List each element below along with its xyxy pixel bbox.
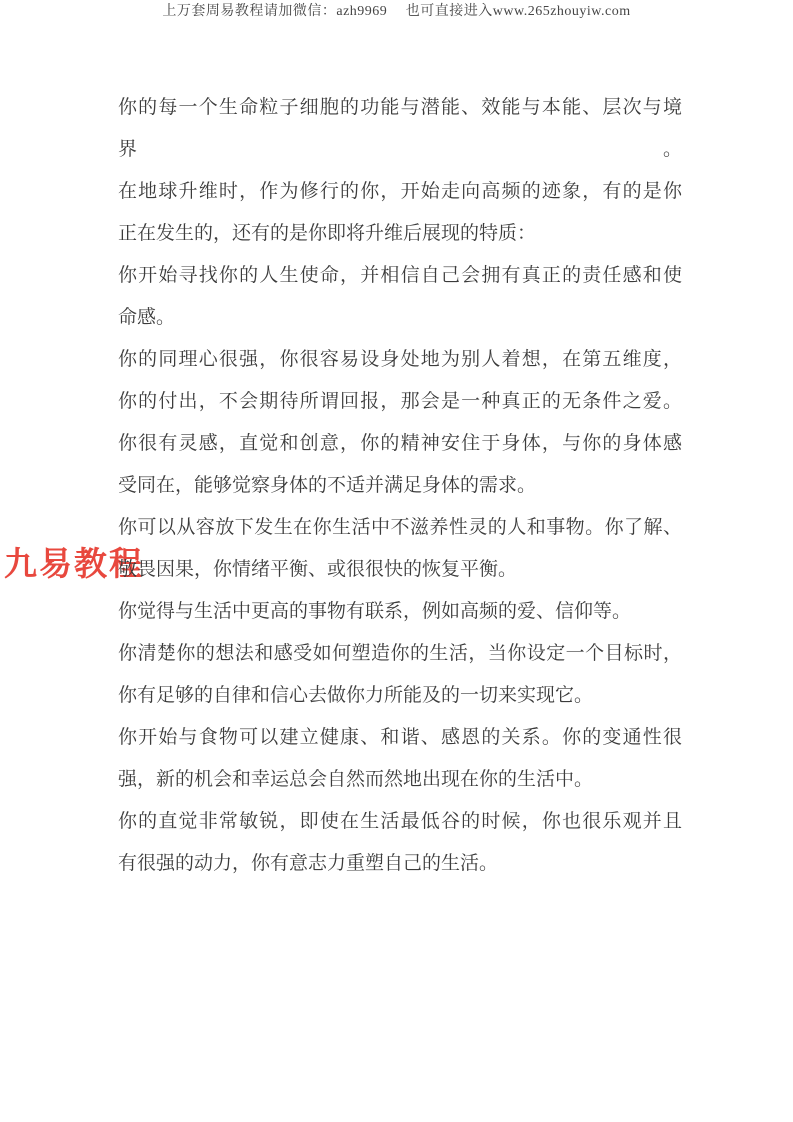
watermark-jiuyi-jiaocheng: 九易教程 bbox=[4, 545, 144, 582]
text-line: 在地球升维时，作为修行的你，开始走向高频的迹象，有的是你 bbox=[118, 181, 682, 202]
paragraph bbox=[118, 507, 682, 591]
text-line: 你开始寻找你的人生使命，并相信自己会拥有真正的责任感和使 bbox=[118, 265, 682, 286]
text-line: 正在发生的，还有的是你即将升维后展现的特质： bbox=[118, 223, 537, 244]
paragraph bbox=[118, 87, 682, 255]
paragraph bbox=[118, 633, 682, 717]
document-body bbox=[118, 87, 682, 885]
paragraph bbox=[118, 591, 682, 633]
text-line: 你很有灵感，直觉和创意，你的精神安住于身体，与你的身体感 bbox=[118, 433, 682, 454]
text-line: 你的每一个生命粒子细胞的功能与潜能、效能与本能、层次与境界。 bbox=[118, 97, 682, 160]
text-line: 命感。 bbox=[118, 307, 176, 328]
text-line: 你有足够的自律和信心去做你力所能及的一切来实现它。 bbox=[118, 685, 594, 706]
text-line: 敬畏因果，你情绪平衡、或很很快的恢复平衡。 bbox=[118, 559, 518, 580]
paragraph bbox=[118, 801, 682, 885]
text-line: 你觉得与生活中更高的事物有联系，例如高频的爱、信仰等。 bbox=[118, 601, 632, 622]
text-line: 你清楚你的想法和感受如何塑造你的生活，当你设定一个目标时， bbox=[118, 643, 682, 664]
paragraph bbox=[118, 717, 682, 801]
paragraph bbox=[118, 423, 682, 507]
promo-header-text: 上万套周易教程请加微信：azh9969 也可直接进入www.265zhouyiw.com bbox=[162, 4, 631, 19]
paragraph bbox=[118, 339, 682, 423]
text-line: 受同在，能够觉察身体的不适并满足身体的需求。 bbox=[118, 475, 537, 496]
text-line: 你可以从容放下发生在你生活中不滋养性灵的人和事物。你了解、 bbox=[118, 517, 682, 538]
text-line: 你开始与食物可以建立健康、和谐、感恩的关系。你的变通性很 bbox=[118, 727, 682, 748]
paragraph bbox=[118, 255, 682, 339]
text-line: 有很强的动力，你有意志力重塑自己的生活。 bbox=[118, 853, 499, 874]
text-line: 你的付出，不会期待所谓回报，那会是一种真正的无条件之爱。 bbox=[118, 391, 682, 412]
text-line: 你的直觉非常敏锐，即使在生活最低谷的时候，你也很乐观并且 bbox=[118, 811, 682, 832]
text-line: 强，新的机会和幸运总会自然而然地出现在你的生活中。 bbox=[118, 769, 594, 790]
text-line: 你的同理心很强，你很容易设身处地为别人着想，在第五维度， bbox=[118, 349, 682, 370]
